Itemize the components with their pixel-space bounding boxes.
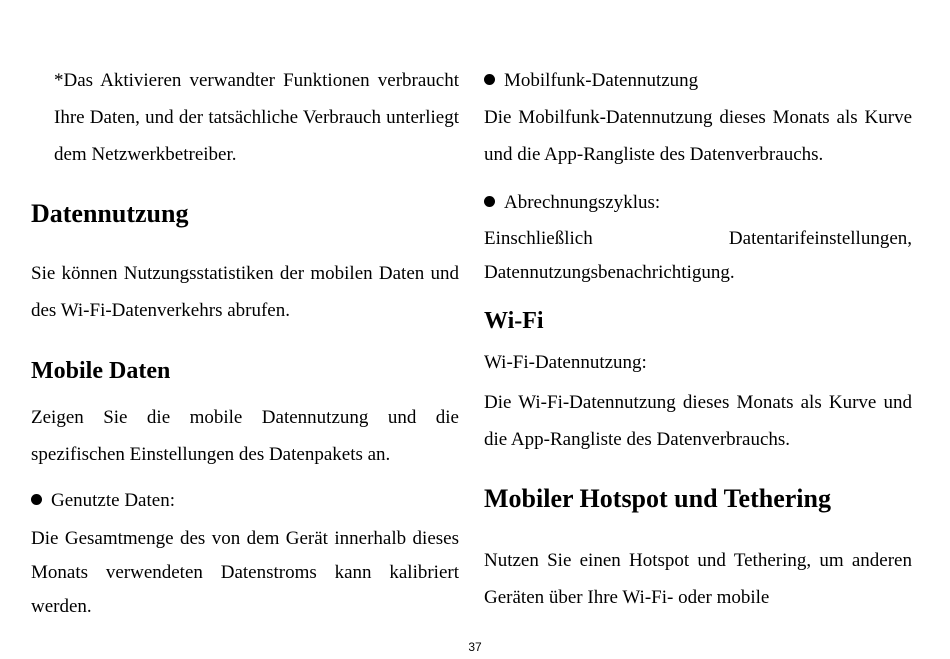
billing-cycle-text: Einschließlich Datentarifeinstellungen, Datennutzungsbenachrichtigung. [484, 228, 912, 283]
bullet-billing-cycle [484, 190, 660, 216]
bullet-billing-cycle-label: Abrechnungszyklus: [504, 192, 661, 213]
page-number: 37 [468, 640, 482, 654]
wifi-usage-text: Die Wi-Fi-Datennutzung dieses Monats als Kurve und die App-Rangliste des Datenverbrauchs. [484, 392, 912, 450]
mobile-data-text: Zeigen Sie die mobile Datennutzung und die spezifischen Einstellungen des Datenpakets an. [31, 407, 459, 465]
heading-data-usage: Datennutzung [31, 199, 189, 228]
data-usage-intro: Sie können Nutzungsstatistiken der mobilen Daten und des Wi-Fi-Datenverkehrs abrufen. [31, 263, 459, 321]
wifi-usage-label: Wi-Fi-Datennutzung: [484, 352, 647, 373]
bullet-used-data-label: Genutzte Daten: [51, 490, 175, 511]
bullet-used-data [31, 488, 175, 514]
heading-wifi: Wi-Fi [484, 308, 544, 334]
used-data-text: Die Gesamtmenge des von dem Gerät innerhalb dieses Monats verwendeten Datenstroms kann kalibriert werden. [31, 528, 459, 617]
cellular-usage-text: Die Mobilfunk-Datennutzung dieses Monats als Kurve und die App-Rangliste des Datenverbrauchs. [484, 107, 912, 165]
heading-mobile-data: Mobile Daten [31, 358, 171, 384]
heading-hotspot-tethering: Mobiler Hotspot und Tethering [484, 484, 831, 513]
bullet-dot-icon [484, 196, 495, 207]
bullet-dot-icon [31, 494, 42, 505]
bullet-cellular-usage [484, 68, 698, 94]
hotspot-tethering-text: Nutzen Sie einen Hotspot und Tethering, um anderen Geräten über Ihre Wi-Fi- oder mobile [484, 550, 912, 608]
bullet-cellular-usage-label: Mobilfunk-Datennutzung [504, 70, 699, 91]
bullet-dot-icon [484, 74, 495, 85]
activation-note: *Das Aktivieren verwandter Funktionen verbraucht Ihre Daten, und der tatsächliche Verbrauch unterliegt dem Netzwerkbetreiber. [54, 70, 459, 165]
